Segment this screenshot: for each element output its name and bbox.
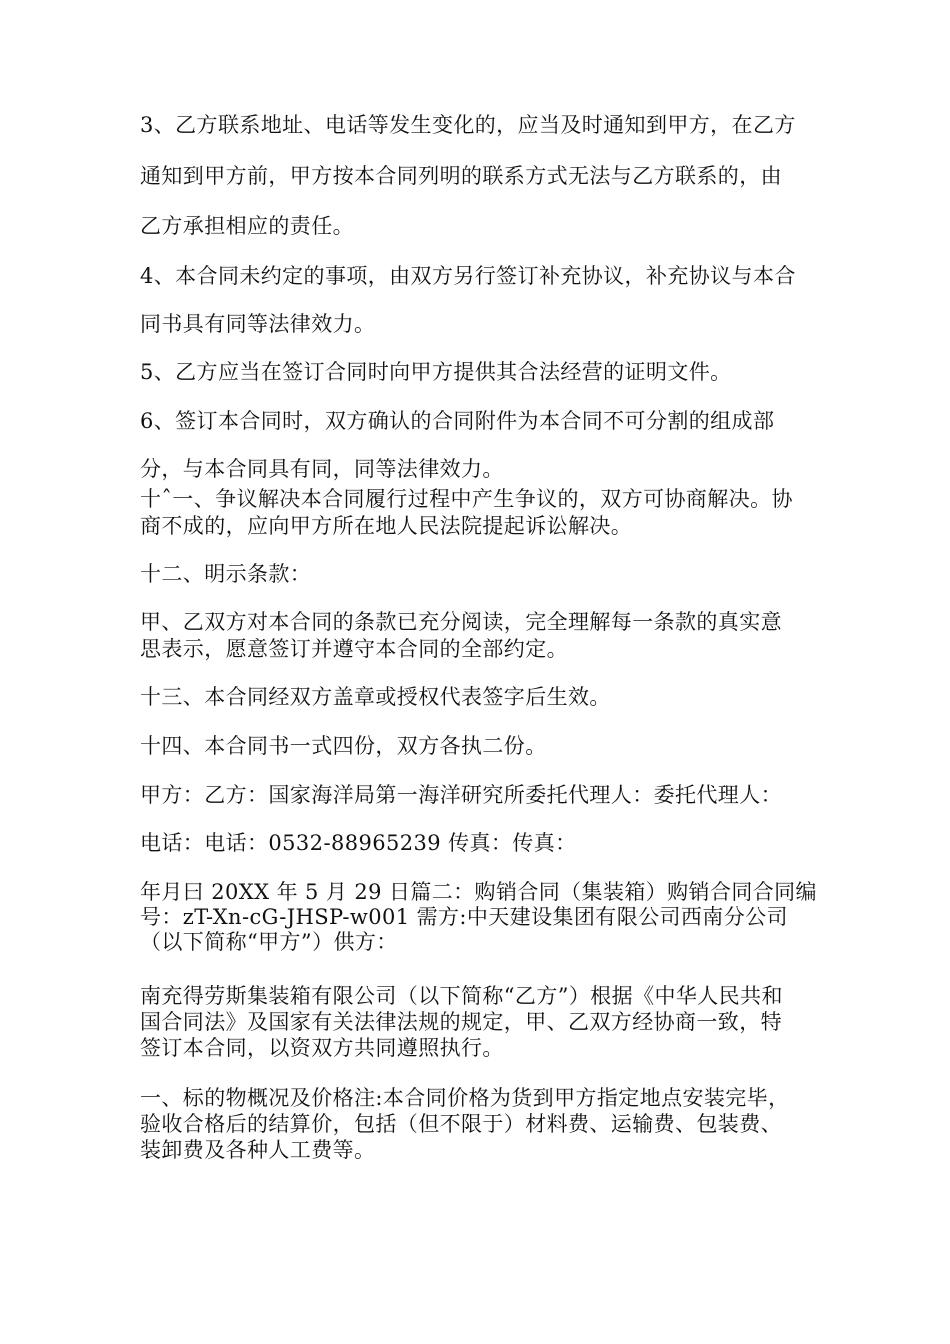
text-line: 号：zT-Xn-cG-JHSP-w001 需方:中天建设集团有限公司西南分公司 <box>140 905 788 929</box>
text-line: 年月曰 20XX 年 5 月 29 日篇二：购销合同（集装箱）购销合同合同编 <box>140 880 817 904</box>
text-line: 甲、乙双方对本合同的条款已充分阅读，完全理解每一条款的真实意 <box>140 610 782 634</box>
text-line: 商不成的，应向甲方所在地人民法院提起诉讼解决。 <box>140 514 633 538</box>
text-line: 十四、本合同书一式四份，双方各执二份。 <box>140 734 547 758</box>
text-line: 乙方承担相应的责任。 <box>140 214 354 238</box>
text-line: 通知到甲方前，甲方按本合同列明的联系方式无法与乙方联系的，由 <box>140 164 782 188</box>
text-line: 十ˆ一、争议解决本合同履行过程中产生争议的，双方可协商解决。协 <box>140 487 793 511</box>
text-line: 同书具有同等法律效力。 <box>140 312 376 336</box>
text-line: 装卸费及各种人工费等。 <box>140 1138 376 1162</box>
text-line: 思表示，愿意签订并遵守本合同的全部约定。 <box>140 637 568 661</box>
text-line: 南充得劳斯集装箱有限公司（以下简称“乙方”）根据《中华人民共和 <box>140 984 783 1008</box>
text-line: 签订本合同，以资双方共同遵照执行。 <box>140 1036 504 1060</box>
text-line: 电话：电话：0532-88965239 传真：传真： <box>140 831 577 855</box>
text-line: 5、乙方应当在签订合同时向甲方提供其合法经营的证明文件。 <box>140 360 732 384</box>
text-line: 十二、明示条款： <box>140 562 312 586</box>
text-line: 3、乙方联系地址、电话等发生变化的，应当及时通知到甲方，在乙方 <box>140 113 796 137</box>
text-line: 十三、本合同经双方盖章或授权代表签字后生效。 <box>140 685 611 709</box>
text-line: 6、签订本合同时，双方确认的合同附件为本合同不可分割的组成部 <box>140 409 775 433</box>
text-line: 国合同法》及国家有关法律法规的规定，甲、乙双方经协商一致，特 <box>140 1010 782 1034</box>
text-line: 分，与本合同具有同，同等法律效力。 <box>140 457 504 481</box>
text-line: （以下简称“甲方”）供方： <box>140 930 398 954</box>
text-line: 验收合格后的结算价，包括（但不限于）材料费、运输费、包装费、 <box>140 1112 782 1136</box>
text-line: 一、标的物概况及价格注:本合同价格为货到甲方指定地点安装完毕， <box>140 1086 790 1110</box>
text-line: 4、本合同未约定的事项，由双方另行签订补充协议，补充协议与本合 <box>140 264 796 288</box>
text-line: 甲方：乙方：国家海洋局第一海洋研究所委托代理人：委托代理人： <box>140 783 782 807</box>
